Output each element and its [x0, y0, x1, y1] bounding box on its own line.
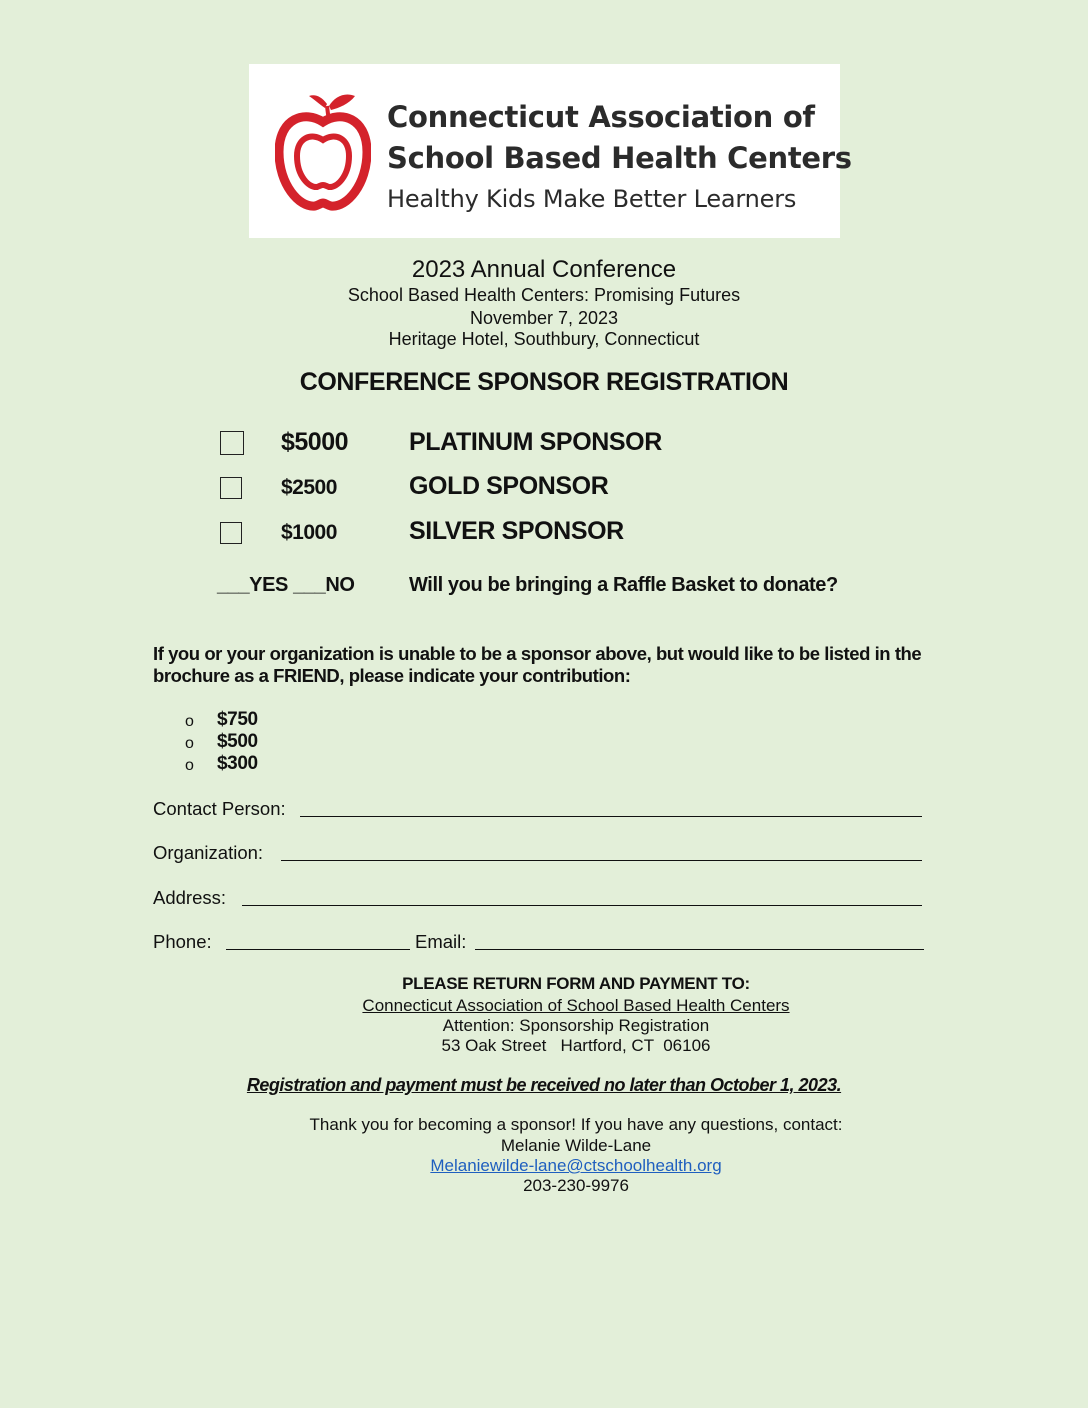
gold-amount: $2500 [281, 476, 337, 499]
form-title: CONFERENCE SPONSOR REGISTRATION [299, 368, 789, 396]
contact-person-field[interactable] [300, 816, 922, 817]
contact-phone: 203-230-9976 [523, 1176, 629, 1195]
friend-option-bullet[interactable]: o [185, 757, 194, 774]
silver-checkbox[interactable] [220, 522, 242, 544]
logo-title-line-2: School Based Health Centers [387, 141, 852, 175]
platinum-checkbox[interactable] [220, 431, 244, 455]
friend-option-bullet[interactable]: o [185, 713, 194, 730]
raffle-yes-no[interactable]: ___YES ___NO [217, 574, 355, 596]
thank-you-text: Thank you for becoming a sponsor! If you have any questions, contact: [309, 1115, 843, 1134]
gold-checkbox[interactable] [220, 477, 242, 499]
friend-option-300: $300 [217, 753, 258, 774]
organization-logo [249, 64, 852, 238]
organization-field[interactable] [281, 860, 922, 861]
conference-venue: Heritage Hotel, Southbury, Connecticut [388, 329, 700, 349]
red-apple-icon [275, 92, 371, 212]
platinum-label: PLATINUM SPONSOR [409, 428, 662, 456]
logo-title-line-1: Connecticut Association of [387, 100, 815, 134]
contact-email-link[interactable]: Melaniewilde-lane@ctschoolhealth.org [430, 1156, 722, 1175]
email-field[interactable] [475, 949, 924, 950]
address-field[interactable] [242, 905, 922, 906]
logo-tagline: Healthy Kids Make Better Learners [387, 185, 797, 213]
friend-option-500: $500 [217, 731, 258, 752]
conference-title: 2023 Annual Conference [411, 256, 677, 283]
registration-deadline: Registration and payment must be received no later than October 1, 2023. [246, 1075, 842, 1095]
gold-label: GOLD SPONSOR [409, 472, 609, 500]
email-label: Email: [415, 931, 467, 952]
contact-person-label: Contact Person: [153, 798, 286, 819]
return-attention: Attention: Sponsorship Registration [442, 1016, 710, 1035]
platinum-amount: $5000 [281, 428, 349, 456]
return-address: 53 Oak Street Hartford, CT 06106 [441, 1036, 711, 1055]
phone-label: Phone: [153, 931, 212, 952]
friend-instructions: If you or your organization is unable to be a sponsor above, but would like to be listed in the brochure as a FRIEND, please indicate your contribution: [153, 643, 922, 686]
raffle-question: Will you be bringing a Raffle Basket to donate? [409, 574, 838, 596]
organization-label: Organization: [153, 842, 264, 863]
return-organization: Connecticut Association of School Based Health Centers [362, 996, 790, 1015]
address-label: Address: [153, 887, 227, 908]
phone-field[interactable] [226, 949, 410, 950]
contact-name: Melanie Wilde-Lane [500, 1136, 652, 1155]
silver-label: SILVER SPONSOR [409, 517, 624, 545]
friend-option-750: $750 [217, 709, 258, 730]
conference-theme: School Based Health Centers: Promising Futures [347, 285, 741, 305]
silver-amount: $1000 [281, 521, 337, 544]
return-title: PLEASE RETURN FORM AND PAYMENT TO: [402, 974, 750, 993]
friend-option-bullet[interactable]: o [185, 735, 194, 752]
conference-date: November 7, 2023 [469, 308, 619, 328]
